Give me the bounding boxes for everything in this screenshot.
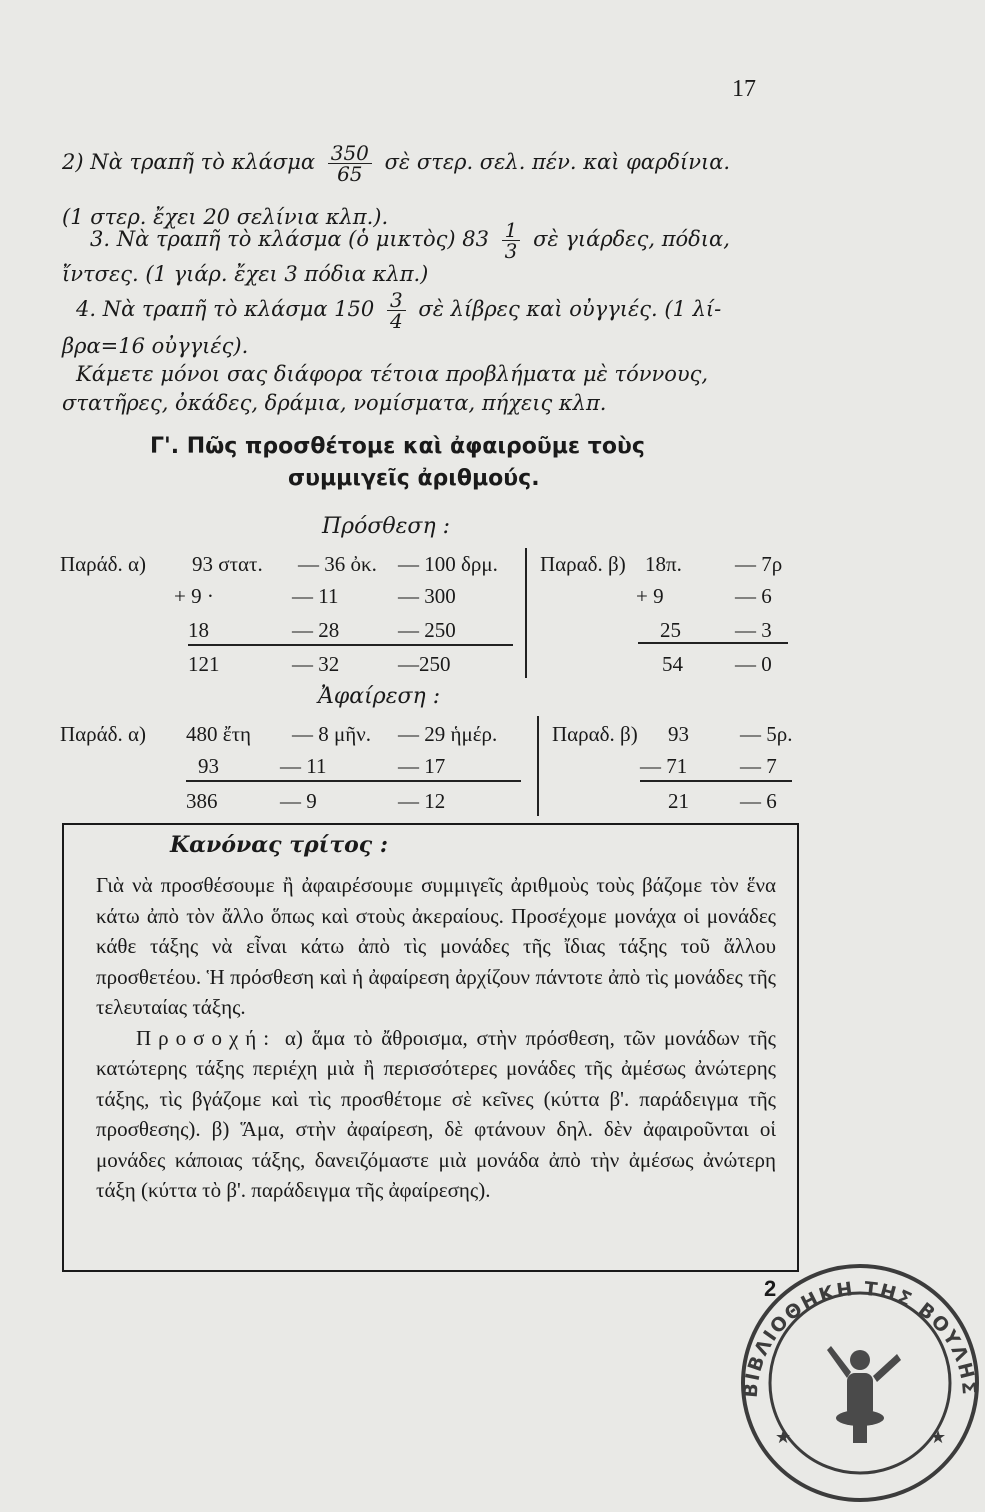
sum-line (638, 642, 788, 644)
subtraction-cell: 480 ἔτη (186, 722, 251, 746)
subtraction-cell: — 9 (280, 789, 317, 813)
problem-5-line-1: Κάμετε μόνοι σας διάφορα τέτοια προβλήματα μὲ τόννους, (76, 362, 709, 386)
attention-text: α) ἅμα τὸ ἄθροισμα, στὴν πρόσθεση, τῶν μονάδων τῆς κατώτερης τάξης περιέχη μιὰ ἢ περισσότερες μονάδες τῆς ἀμέσως ἀνώτερης τάξης, τὶς βγάζομε καὶ τὶς προσθέτομε σὲ κεῖνες (κύττα β'. παράδειγμα τῆς προσθεσης). β) Ἅμα, στὴν ἀφαίρεση, δὲ φτάνουν δηλ. δὲν ἀφαιροῦνται οἱ μονάδες κάποιας τάξης, δανειζόμαστε μιὰ μονάδα ἀπὸ τὴν ἀμέσως ἀνώτερη τάξη (κύττα τὸ β'. παράδειγμα τῆς ἀφαίρεσης). (96, 1025, 776, 1202)
star-icon: ★ (930, 1427, 947, 1448)
problem-3-line (90, 220, 730, 261)
difference-line (186, 780, 521, 782)
addition-cell: — 28 (292, 618, 340, 642)
addition-right-label: Παραδ. β) (540, 552, 626, 576)
attention-label: Προσοχή: (136, 1025, 277, 1050)
problem-3-text: 3. Νὰ τραπῆ τὸ κλάσμα (ὁ μικτὸς) 83 (90, 227, 489, 251)
fraction-denominator: 4 (389, 309, 403, 333)
sum-line (188, 644, 513, 646)
subtraction-cell: 386 (186, 789, 218, 813)
rule-text: Γιὰ νὰ προσθέσουμε ἢ ἀφαιρέσουμε συμμιγεῖς ἀριθμοὺς τοὺς βάζομε τὸν ἕνα κάτω ἀπὸ τὸν ἄλλο ὅπως καὶ στοὺς ἀκεραίους. Προσέχομε μονάχα οἱ μονάδες κάθε τάξης νὰ εἶναι κάτω ἀπὸ τὶς μονάδες τῆς ἴδιας τάξης τοῦ ἄλλου προσθετέου. Ἡ πρόσθεση καὶ ἡ ἀφαίρεση ἀρχίζουν πάντοτε ἀπὸ τὶς μονάδες τῆς τελευταίας τάξης. (96, 873, 776, 1019)
subtraction-cell: — 29 ἡμέρ. (398, 722, 498, 746)
stamp-text: ΒΙΒΛΙΟΘΗΚΗ ΤΗΣ ΒΟΥΛΗΣ (739, 1277, 981, 1399)
column-divider (525, 548, 527, 678)
addition-cell: — 36 ὀκ. (298, 552, 377, 576)
subtraction-cell: — 5ρ. (740, 722, 793, 746)
problem-2-line (62, 143, 730, 184)
rule-body (96, 870, 776, 1206)
subtraction-cell: 93 (198, 754, 219, 778)
problem-2-note: (1 στερ. ἔχει 20 σελίνια κλπ.). (62, 205, 389, 229)
addition-cell: — 0 (735, 652, 772, 676)
subtraction-cell: — 17 (398, 754, 446, 778)
fraction-denominator: 3 (504, 239, 518, 263)
addition-cell: — 250 (398, 618, 456, 642)
rule-title: Κανόνας τρίτος : (170, 832, 388, 858)
addition-cell: — 11 (292, 584, 339, 608)
column-divider (537, 716, 539, 816)
fraction-numerator: 350 (328, 143, 372, 164)
addition-cell: + 9 · (174, 584, 214, 608)
subtraction-left-label: Παράδ. α) (60, 722, 147, 746)
problem-4-note: βρα=16 οὐγγιές). (62, 334, 249, 358)
addition-cell: 54 (662, 652, 683, 676)
addition-title: Πρόσθεση : (322, 514, 451, 539)
addition-cell: + 9 (636, 584, 664, 608)
problem-5-line-2: στατῆρες, ὀκάδες, δράμια, νομίσματα, πήχεις κλπ. (62, 391, 607, 415)
signature-mark: 2 (764, 1276, 777, 1301)
fraction-1-3 (502, 220, 521, 261)
problem-2-units: σὲ στερ. σελ. πέν. καὶ φαρδίνια. (384, 150, 731, 174)
fraction-350-65 (328, 143, 372, 184)
subtraction-cell: 21 (668, 789, 689, 813)
addition-cell: — 6 (735, 584, 772, 608)
subtraction-cell: — 11 (280, 754, 327, 778)
problem-3-note: ἴντσες. (1 γιάρ. ἔχει 3 πόδια κλπ.) (62, 262, 429, 286)
fraction-numerator: 1 (502, 220, 521, 241)
addition-cell: 121 (188, 652, 220, 676)
addition-cell: —250 (398, 652, 451, 676)
addition-cell: 93 στατ. (192, 552, 263, 576)
addition-cell: 25 (660, 618, 681, 642)
subtraction-title: Ἀφαίρεση : (318, 684, 441, 709)
fraction-3-4 (387, 290, 406, 331)
problem-4-text: 4. Νὰ τραπῆ τὸ κλάσμα 150 (76, 297, 375, 321)
addition-cell: — 3 (735, 618, 772, 642)
addition-left-label: Παράδ. α) (60, 552, 147, 576)
fraction-denominator: 65 (337, 162, 363, 186)
fraction-numerator: 3 (387, 290, 406, 311)
addition-cell: — 100 δρμ. (398, 552, 498, 576)
problem-2-text: 2) Νὰ τραπῆ τὸ κλάσμα (62, 150, 316, 174)
subtraction-cell: 93 (668, 722, 689, 746)
statue-icon (827, 1346, 901, 1443)
problem-4-units: σὲ λίβρες καὶ οὐγγιές. (1 λί- (418, 297, 722, 321)
star-icon: ★ (775, 1427, 792, 1448)
page-number: 17 (732, 76, 756, 102)
subtraction-cell: — 71 (640, 754, 688, 778)
section-heading-line-1: Γ'. Πῶς προσθέτομε καὶ ἀφαιροῦμε τοὺς (150, 434, 645, 459)
addition-cell: 18π. (645, 552, 682, 576)
addition-cell: — 32 (292, 652, 340, 676)
problem-3-units: σὲ γιάρδες, πόδια, (533, 227, 730, 251)
subtraction-right-label: Παραδ. β) (552, 722, 638, 746)
subtraction-cell: — 12 (398, 789, 446, 813)
addition-cell: — 7ρ (735, 552, 783, 576)
subtraction-cell: — 7 (740, 754, 777, 778)
subtraction-cell: — 8 μῆν. (292, 722, 371, 746)
difference-line (640, 780, 792, 782)
section-heading-line-2: συμμιγεῖς ἀριθμούς. (288, 466, 540, 491)
addition-cell: 18 (188, 618, 209, 642)
problem-4-line (76, 290, 721, 331)
addition-cell: — 300 (398, 584, 456, 608)
subtraction-cell: — 6 (740, 789, 777, 813)
